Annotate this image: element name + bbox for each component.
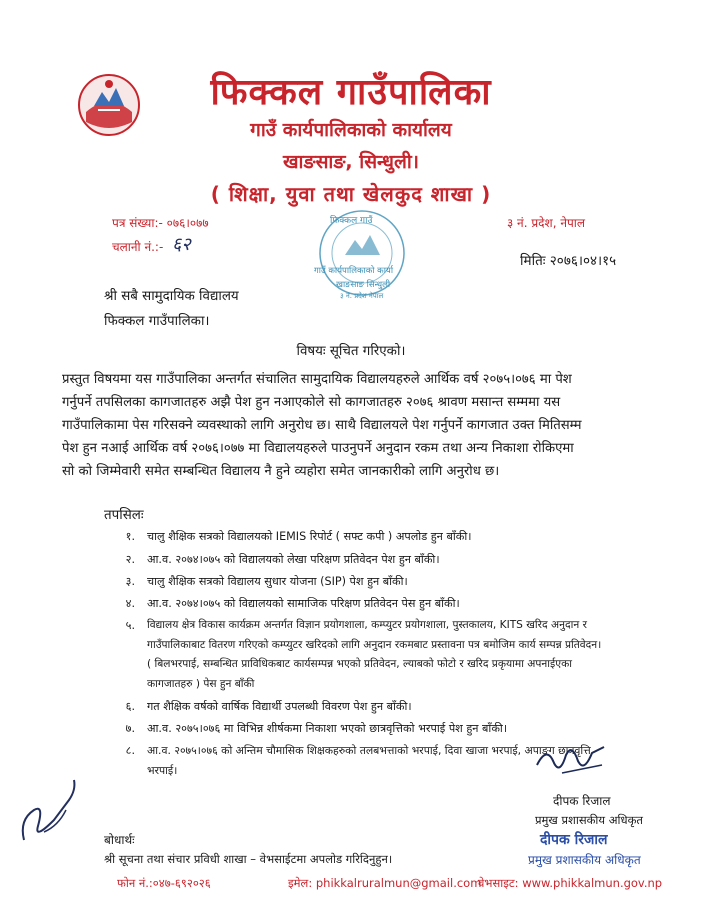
signature-scribble bbox=[532, 735, 612, 780]
list-item-4 bbox=[115, 594, 675, 614]
body-line: गाउँपालिकामा पेस गरिसक्ने व्यवस्थाको लागि अनुरोध छ। साथै विद्यालयले पेश गर्नुपर्ने कागजात उक्त मितिसम्म bbox=[62, 418, 582, 433]
list-number: ४. bbox=[125, 597, 135, 610]
signatory-stamp-title: प्रमुख प्रशासकीय अधिकृत bbox=[528, 853, 641, 867]
list-item-3 bbox=[115, 572, 675, 592]
section-name: ( शिक्षा, युवा तथा खेलकुद शाखा ) bbox=[210, 182, 492, 206]
body-line: गर्नुपर्ने तपसिलका कागजातहरु अझै पेश हुन नआएकोले सो कागजातहरु २०७६ श्रावण मसान्त सम्ममा यस bbox=[62, 395, 561, 410]
list-item-1 bbox=[115, 527, 675, 547]
list-number: ३. bbox=[125, 575, 135, 588]
seal-text-ring: ३ नं. प्रदेश नेपाल bbox=[340, 292, 384, 300]
body-line: सो को जिम्मेवारी समेत सम्बन्धित विद्यालय नै हुने व्यहोरा समेत जानकारीको लागि अनुरोध छ। bbox=[62, 464, 500, 479]
list-number: १. bbox=[125, 530, 135, 543]
seal-text-bottom: खाङसाङ सिन्धुली bbox=[336, 280, 391, 290]
body-line: प्रस्तुत विषयमा यस गाउँपालिका अन्तर्गत संचालित सामुदायिक विद्यालयहरुले आर्थिक वर्ष २०७५।०७६ मा पेश bbox=[62, 372, 572, 387]
recipient-line-2: फिक्कल गाउँपालिका। bbox=[104, 314, 210, 329]
dispatch-label: चलानी नं.:- bbox=[112, 240, 164, 254]
body-paragraph bbox=[62, 368, 642, 483]
footer-website[interactable]: वेभसाइट: www.phikkalmun.gov.np bbox=[478, 876, 663, 890]
list-text: आ.व. २०७५।०७६ को अन्तिम चौमासिक शिक्षकहरुको तलबभत्ताको भरपाई, दिवा खाजा भरपाई, अपाङग छात्रवृत्ति bbox=[147, 744, 591, 757]
letter-date: मितिः २०७६।०४।१५ bbox=[520, 253, 617, 269]
list-text: चालु शैक्षिक सत्रको विद्यालय सुधार योजना (SIP) पेश हुन बाँकी। bbox=[147, 575, 408, 588]
subject-line: विषयः सूचित गरिएको। bbox=[296, 344, 406, 359]
list-item-6 bbox=[115, 697, 675, 717]
office-seal-stamp bbox=[300, 205, 420, 305]
province-label: ३ नं. प्रदेश, नेपाल bbox=[507, 216, 586, 230]
body-line: पेश हुन नआई आर्थिक वर्ष २०७६।०७७ मा विद्यालयहरुले पाउनुपर्ने अनुदान रकम तथा अन्य निकाशा रोकिएमा bbox=[62, 441, 574, 456]
list-text: आ.व. २०७५।०७६ मा विभिन्न शीर्षकमा निकाशा भएको छात्रवृत्तिको भरपाई पेश हुन बाँकी। bbox=[147, 722, 508, 735]
handwritten-signature bbox=[14, 770, 94, 850]
list-text: कागजातहरु ) पेस हुन बाँकी bbox=[147, 677, 255, 690]
list-number: ५. bbox=[125, 619, 135, 632]
list-text: भरपाई। bbox=[147, 763, 178, 777]
seal-text-middle: गाउँ कार्यपालिकाको कार्या bbox=[314, 266, 394, 276]
list-text: गाउँपालिकाबाट वितरण गरिएको कम्प्युटर खरिदको लागि अनुदान रकमबाट प्रस्तावना पत्र बमोजिम कार्य सम्पन्न प्रतिवेदन। bbox=[147, 638, 602, 651]
cc-label: बोधार्थः bbox=[104, 833, 135, 847]
seal-text-top: फिक्कल गाउँ bbox=[330, 216, 373, 226]
tapasil-label: तपसिलः bbox=[104, 508, 144, 523]
list-item-2 bbox=[115, 550, 675, 570]
footer-phone: फोन नं.:०४७-६९२०२६ bbox=[117, 876, 211, 890]
dispatch-number: ६२ bbox=[172, 234, 191, 255]
list-number: ८. bbox=[125, 744, 135, 757]
signatory-name: दीपक रिजाल bbox=[553, 794, 611, 808]
signatory-stamp-name: दीपक रिजाल bbox=[540, 832, 608, 848]
office-address: खाङसाङ, सिन्धुली। bbox=[283, 151, 419, 173]
cc-line: श्री सूचना तथा संचार प्रविधी शाखा – वेभसाईटमा अपलोड गरिदिनुहुन। bbox=[104, 852, 393, 866]
list-text: गत शैक्षिक वर्षको वार्षिक विद्यार्थी उपलब्धी विवरण पेश हुन बाँकी। bbox=[147, 700, 412, 713]
list-text: ( बिलभरपाई, सम्बन्धित प्राविधिकबाट कार्यसम्पन्न भएको प्रतिवेदन, ल्याबको फोटो र खरिद प्रकृयामा अपनाईएका bbox=[147, 658, 572, 670]
list-text: चालु शैक्षिक सत्रको विद्यालयको IEMIS रिपोर्ट ( सफ्ट कपी ) अपलोड हुन बाँकी। bbox=[147, 530, 472, 543]
list-text: आ.व. २०७४।०७५ को विद्यालयको लेखा परिक्षण प्रतिवेदन पेश हुन बाँकी। bbox=[147, 553, 440, 566]
list-item-5 bbox=[115, 616, 695, 696]
municipality-title: फिक्कल गाउँपालिका bbox=[210, 72, 492, 113]
signatory-title: प्रमुख प्रशासकीय अधिकृत bbox=[535, 813, 643, 827]
recipient-line-1: श्री सबै सामुदायिक विद्यालय bbox=[104, 289, 239, 304]
office-name: गाउँ कार्यपालिकाको कार्यालय bbox=[250, 119, 452, 141]
footer-email[interactable]: इमेल: phikkalruralmun@gmail.com bbox=[288, 876, 482, 890]
list-number: ६. bbox=[125, 700, 135, 713]
list-number: २. bbox=[125, 553, 135, 566]
list-text: विद्यालय क्षेत्र विकास कार्यक्रम अन्तर्गत विज्ञान प्रयोगशाला, कम्प्युटर प्रयोगशाला, पुस्तकालय, KITS खरिद अनुदान र bbox=[147, 619, 587, 631]
letter-number: पत्र संख्या:- ०७६।०७७ bbox=[112, 216, 209, 230]
list-text: आ.व. २०७४।०७५ को विद्यालयको सामाजिक परिक्षण प्रतिवेदन पेस हुन बाँकी। bbox=[147, 597, 460, 610]
list-text-block bbox=[147, 616, 627, 694]
list-number: ७. bbox=[125, 722, 135, 735]
